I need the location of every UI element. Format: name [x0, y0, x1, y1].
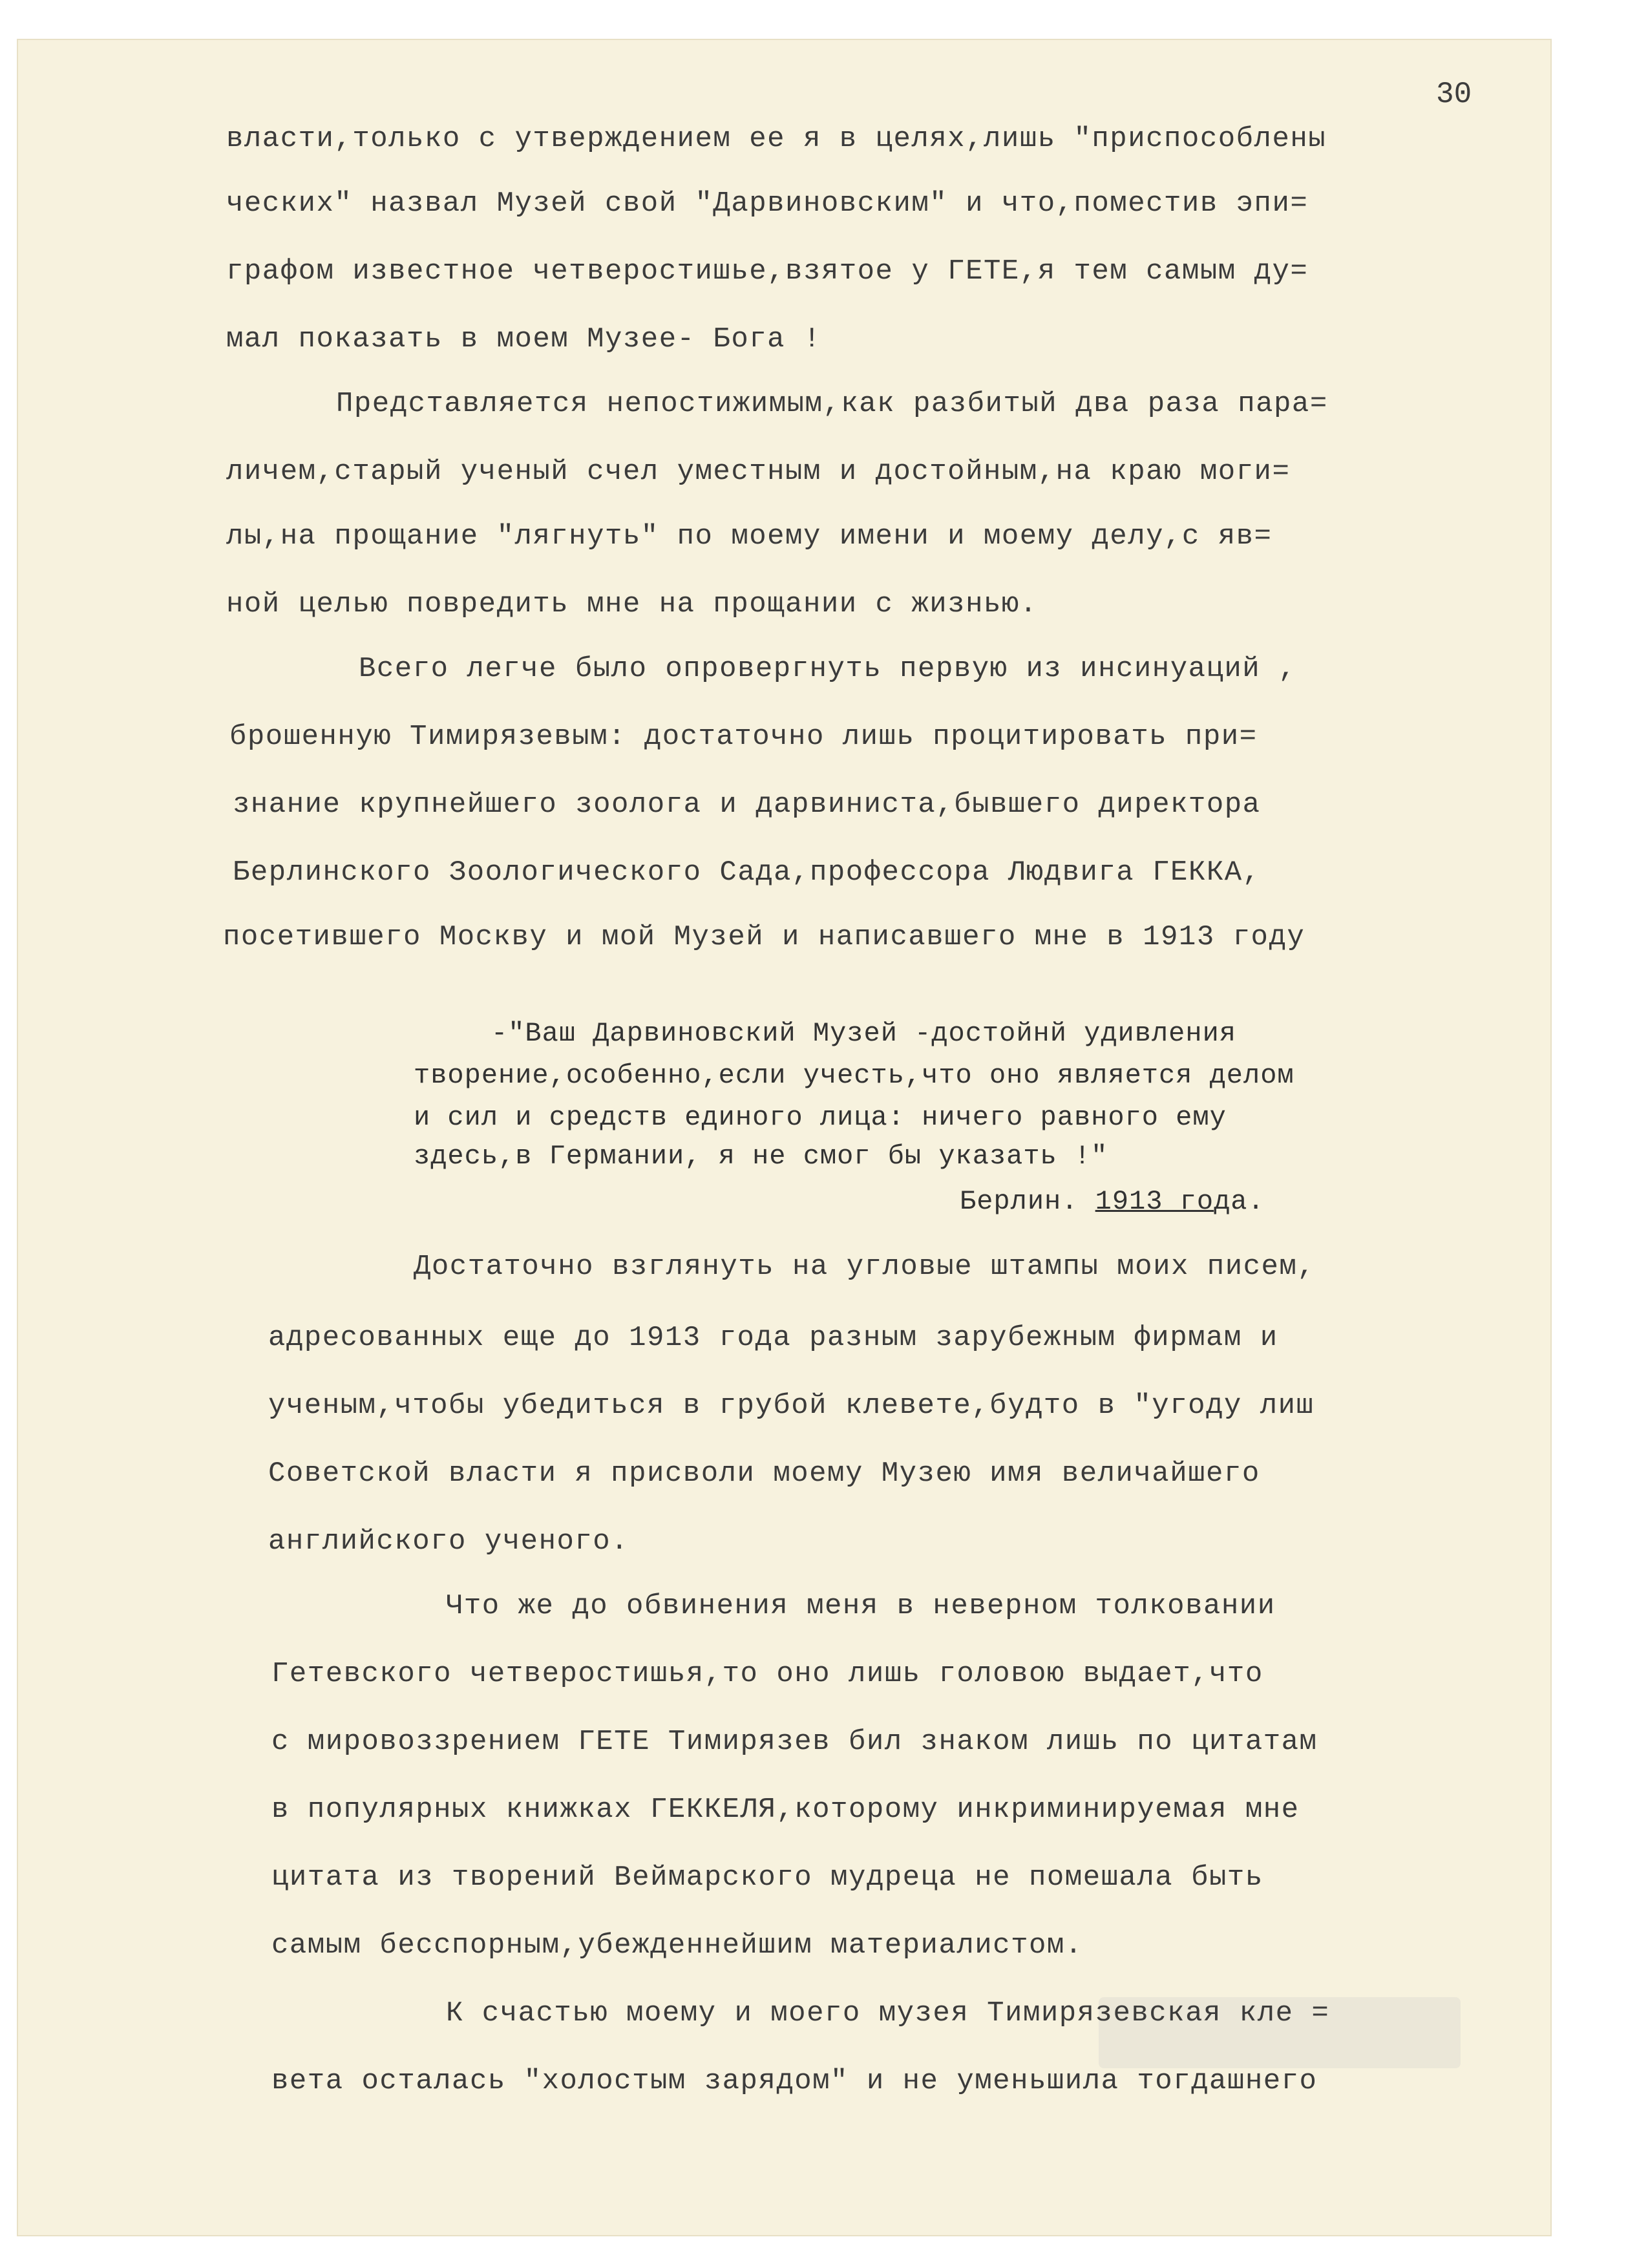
text-line: Берлинского Зоологического Сада,профессора Людвига ГЕККА, [233, 856, 1261, 889]
quote-line: здесь,в Германии, я не смог бы указать !" [414, 1141, 1108, 1172]
text-line: Представляется непостижимым,как разбитый два раза пара= [336, 388, 1328, 420]
page-number: 30 [1436, 78, 1472, 111]
quote-line: творение,особенно,если учесть,что оно является делом [414, 1060, 1294, 1091]
text-line: знание крупнейшего зоолога и дарвиниста,бывшего директора [233, 789, 1261, 821]
text-line: адресованных еще до 1913 года разным зарубежным фирмам и [268, 1322, 1278, 1354]
text-line: Достаточно взглянуть на угловые штампы моих писем, [414, 1251, 1316, 1283]
text-line: в популярных книжках ГЕККЕЛЯ,которому инкриминируемая мне [271, 1794, 1300, 1826]
text-line: Всего легче было опровергнуть первую из инсинуаций , [359, 653, 1297, 685]
quote-line: и сил и средств единого лица: ничего равного ему [414, 1102, 1227, 1133]
text-line: с мировоззрением ГЕТЕ Тимирязев бил знаком лишь по цитатам [271, 1726, 1318, 1758]
text-line: вета осталась "холостым зарядом" и не уменьшила тогдашнего [271, 2065, 1318, 2097]
text-line: К счастью моему и моего музея Тимирязевская кле = [446, 1997, 1330, 2030]
text-line: личем,старый ученый счел уместным и достойным,на краю моги= [226, 456, 1291, 488]
text-line: брошенную Тимирязевым: достаточно лишь процитировать при= [229, 721, 1258, 753]
quote-signature-suffix: да. [1214, 1186, 1265, 1217]
text-line: Советской власти я присволи моему Музею имя величайшего [268, 1457, 1260, 1490]
quote-signature-year: 1913 го [1095, 1186, 1214, 1217]
text-line: власти,только с утверждением ее я в целях,лишь "приспособлены [226, 123, 1327, 155]
text-line: посетившего Москву и мой Музей и написавшего мне в 1913 году [223, 921, 1305, 953]
typewritten-page [17, 39, 1552, 2236]
text-line: мал показать в моем Музее- Бога ! [226, 323, 821, 355]
quote-signature-city: Берлин. [960, 1186, 1095, 1217]
text-line: самым бесспорным,убежденнейшим материалистом. [271, 1929, 1083, 1962]
text-line: ческих" назвал Музей свой "Дарвиновским" и что,поместив эпи= [226, 187, 1309, 220]
text-line: Что же до обвинения меня в неверном толковании [446, 1590, 1276, 1622]
quote-signature [960, 1186, 1265, 1217]
text-line: Гетевского четверостишья,то оно лишь головою выдает,что [271, 1658, 1263, 1690]
quote-line: -"Ваш Дарвиновский Музей -достойнй удивления [491, 1018, 1236, 1049]
text-line: цитата из творений Веймарского мудреца не помешала быть [271, 1861, 1263, 1894]
text-line: ученым,чтобы убедиться в грубой клевете,будто в "угоду лиш [268, 1390, 1315, 1422]
text-line: графом известное четверостишье,взятое у ГЕТЕ,я тем самым ду= [226, 255, 1309, 288]
text-line: ной целью повредить мне на прощании с жизнью. [226, 588, 1038, 620]
text-line: лы,на прощание "лягнуть" по моему имени и моему делу,с яв= [226, 520, 1273, 553]
text-line: английского ученого. [268, 1525, 629, 1558]
